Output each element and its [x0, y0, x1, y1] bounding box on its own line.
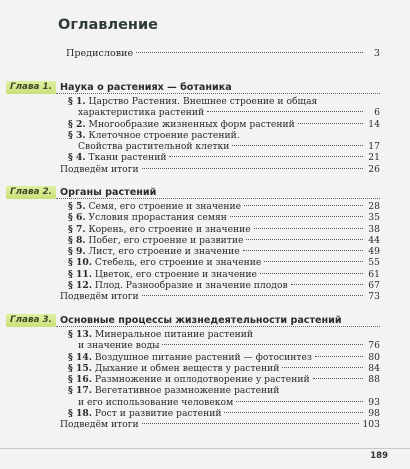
toc-entry[interactable] — [60, 130, 380, 141]
dot-leader — [230, 216, 363, 217]
entry-text: Дыхание и обмен веществ у растений — [94, 362, 280, 374]
chapter-title[interactable]: Наука о растениях — ботаника — [60, 82, 232, 93]
entry-page: 61 — [368, 268, 380, 280]
section-number: § 14. — [68, 351, 92, 363]
entry-text: Цветок, его строение и значение — [94, 268, 257, 280]
dot-leader — [243, 250, 363, 251]
entry-text: Корень, его строение и значение — [88, 223, 251, 235]
dot-leader — [162, 344, 363, 345]
toc-entry[interactable] — [60, 119, 380, 130]
entry-text: и значение воды — [78, 340, 160, 352]
entry-page: 6 — [374, 107, 380, 119]
section-number: § 9. — [68, 246, 86, 258]
entry-page: 38 — [368, 223, 380, 235]
toc-entry[interactable] — [60, 280, 380, 291]
section-number: § 16. — [68, 374, 92, 386]
entry-text: характеристика растений — [78, 107, 205, 119]
toc-entry[interactable] — [60, 419, 380, 430]
chapter-entries — [60, 329, 380, 431]
toc-entry-preface[interactable] — [66, 48, 380, 60]
entry-page: 21 — [368, 152, 380, 164]
entry-text: Размножение и оплодотворение у растений — [94, 374, 310, 386]
chapter-title[interactable]: Основные процессы жизнедеятельности растений — [60, 315, 342, 326]
toc-entry[interactable] — [60, 96, 380, 107]
chapter-block — [0, 186, 410, 303]
dot-leader — [169, 156, 363, 157]
dot-leader — [236, 401, 363, 402]
entry-text: Клеточное строение растений. — [88, 129, 240, 141]
page-number: 189 — [370, 451, 388, 461]
dot-leader — [142, 168, 363, 169]
toc-entry[interactable] — [60, 363, 380, 374]
section-number: § 2. — [68, 118, 86, 130]
section-number: § 17. — [68, 385, 92, 397]
section-number: § 12. — [68, 280, 92, 292]
entry-text: Подведём итоги — [60, 163, 139, 175]
toc-entry[interactable] — [60, 224, 380, 235]
toc-entry[interactable] — [60, 164, 380, 175]
toc-entry[interactable] — [60, 212, 380, 223]
section-number: § 11. — [68, 268, 92, 280]
toc-entry[interactable] — [60, 246, 380, 257]
chapter-header — [0, 314, 410, 328]
entry-page: 49 — [368, 246, 380, 258]
chapter-label: Глава 1. — [6, 81, 56, 94]
toc-entry[interactable] — [60, 374, 380, 385]
section-number: § 8. — [68, 234, 86, 246]
entry-text: Минеральное питание растений — [94, 329, 254, 340]
entry-page: 103 — [362, 419, 380, 431]
entry-page: 67 — [368, 280, 380, 292]
toc-entry[interactable] — [60, 340, 380, 351]
dot-leader — [282, 367, 363, 368]
chapter-label: Глава 3. — [6, 314, 56, 327]
entry-page: 84 — [368, 362, 380, 374]
entry-text: Семя, его строение и значение — [88, 201, 242, 212]
entry-page: 80 — [368, 351, 380, 363]
dot-leader — [291, 284, 363, 285]
entry-page: 98 — [368, 408, 380, 420]
dot-leader — [260, 273, 363, 274]
section-number: § 4. — [68, 152, 86, 164]
section-number: § 15. — [68, 362, 92, 374]
dot-leader — [313, 378, 363, 379]
toc-entry[interactable] — [60, 408, 380, 419]
chapter-title[interactable]: Органы растений — [60, 187, 157, 198]
section-number: § 1. — [68, 96, 86, 107]
entry-text: Предисловие — [66, 48, 134, 59]
entry-page: 28 — [368, 201, 380, 212]
toc-entry[interactable] — [60, 107, 380, 118]
section-number: § 18. — [68, 408, 92, 420]
toc-entry[interactable] — [60, 329, 380, 340]
chapter-block — [0, 81, 410, 175]
toc-entry[interactable] — [60, 235, 380, 246]
dot-leader — [224, 412, 363, 413]
section-number: § 7. — [68, 223, 86, 235]
dot-leader — [207, 111, 363, 112]
entry-text: и его использование человеком — [78, 396, 234, 408]
entry-page: 26 — [368, 163, 380, 175]
entry-text: Плод. Разнообразие и значение плодов — [94, 280, 288, 292]
entry-text: Условия прорастания семян — [88, 212, 227, 224]
chapter-block — [0, 314, 410, 431]
entry-page: 88 — [368, 374, 380, 386]
chapter-header — [0, 186, 410, 200]
entry-text: Многообразие жизненных форм растений — [88, 118, 295, 130]
bottom-rule — [0, 448, 410, 449]
section-number: § 3. — [68, 129, 86, 141]
toc-entry[interactable] — [60, 385, 380, 396]
entry-page: 3 — [373, 48, 380, 59]
entry-text: Свойства растительной клетки — [78, 141, 230, 153]
toc-entry[interactable] — [60, 291, 380, 302]
section-number: § 13. — [68, 329, 92, 340]
dot-leader — [142, 423, 360, 424]
toc-entry[interactable] — [60, 257, 380, 268]
entry-text: Ткани растений — [88, 152, 167, 164]
entry-text: Стебель, его строение и значение — [94, 257, 262, 269]
section-number: § 6. — [68, 212, 86, 224]
entry-page: 55 — [368, 257, 380, 269]
chapter-header — [0, 81, 410, 95]
entry-page: 44 — [368, 234, 380, 246]
chapter-label: Глава 2. — [6, 186, 56, 199]
dot-leader — [232, 145, 363, 146]
toc-entry[interactable] — [60, 397, 380, 408]
toc-entry[interactable] — [60, 269, 380, 280]
dot-leader — [315, 356, 363, 357]
entry-page: 73 — [368, 291, 380, 303]
page-title: Оглавление — [58, 17, 158, 33]
entry-text: Лист, его строение и значение — [88, 246, 240, 258]
entry-text: Воздушное питание растений — фотосинтез — [94, 351, 312, 363]
dot-leader — [246, 239, 363, 240]
chapter-entries — [60, 201, 380, 303]
dot-leader — [254, 228, 363, 229]
toc-entry[interactable] — [60, 152, 380, 163]
dot-leader — [244, 205, 363, 206]
toc-entry[interactable] — [60, 352, 380, 363]
entry-page: 14 — [368, 118, 380, 130]
entry-page: 93 — [368, 396, 380, 408]
entry-text: Царство Растения. Внешнее строение и общая — [88, 96, 318, 107]
entry-page: 17 — [368, 141, 380, 153]
section-number: § 10. — [68, 257, 92, 269]
entry-text: Рост и развитие растений — [94, 408, 222, 420]
toc-entry[interactable] — [60, 201, 380, 212]
dot-leader — [142, 295, 363, 296]
dot-leader — [264, 261, 363, 262]
section-number: § 5. — [68, 201, 86, 212]
entry-text: Побег, его строение и развитие — [88, 234, 244, 246]
toc-entry[interactable] — [60, 141, 380, 152]
entry-text: Вегетативное размножение растений — [94, 385, 280, 397]
chapter-entries — [60, 96, 380, 175]
entry-text: Подведём итоги — [60, 419, 139, 431]
dot-leader — [298, 123, 363, 124]
entry-page: 76 — [368, 340, 380, 352]
entry-text: Подведём итоги — [60, 291, 139, 303]
dot-leader — [136, 52, 363, 53]
entry-page: 35 — [368, 212, 380, 224]
